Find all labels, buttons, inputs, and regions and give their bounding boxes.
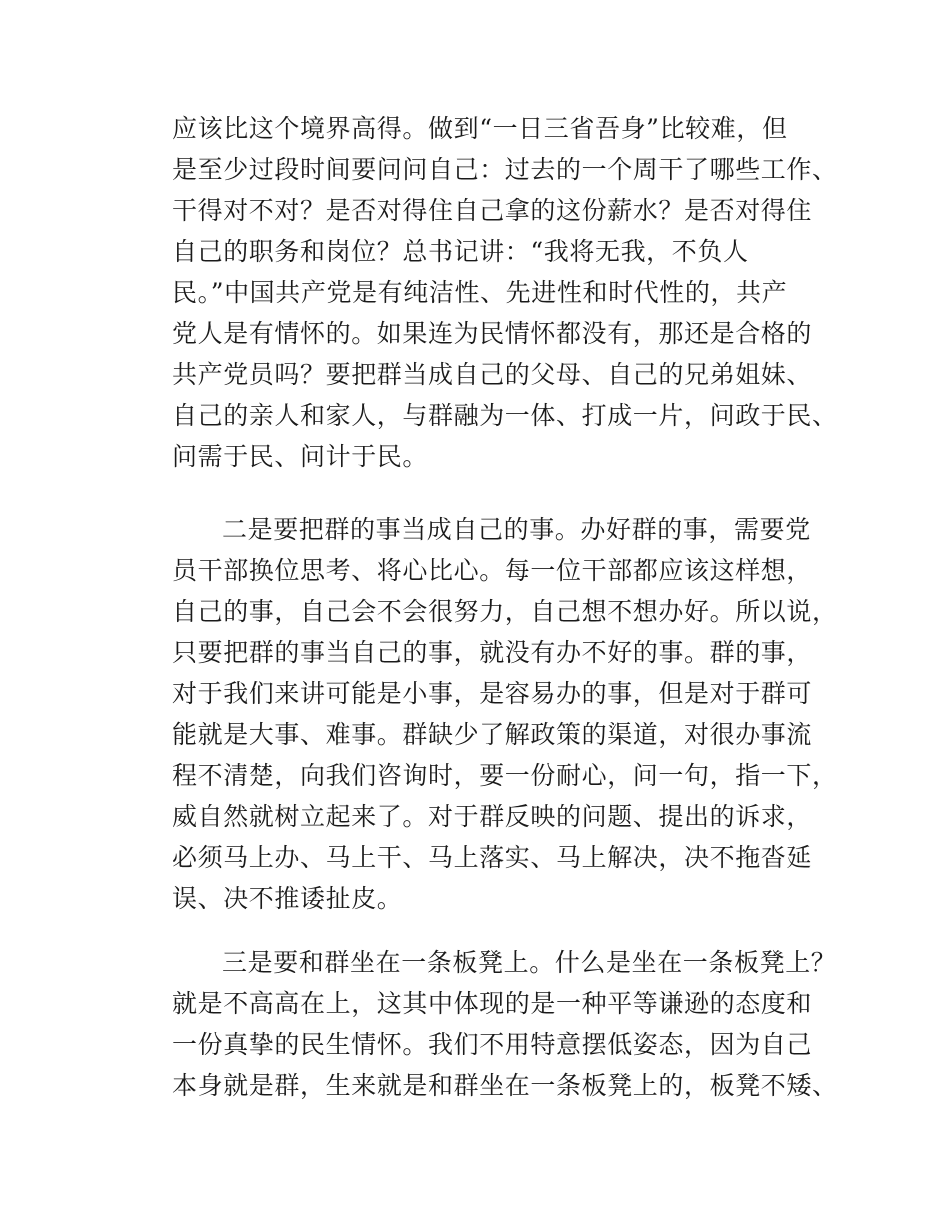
paragraph-3 (172, 942, 838, 1106)
text-line: 二是要把群的事当成自己的事。办好群的事，需要党 (222, 515, 811, 544)
text-line: 一份真挚的民生情怀。我们不用特意摆低姿态，因为自己 (172, 1030, 813, 1059)
text-line: 自己的职务和岗位？总书记讲：“我将无我，不负人 (172, 237, 749, 266)
text-line: 干得对不对？是否对得住自己拿的这份薪水？是否对得住 (172, 196, 813, 225)
text-line: 只要把群的事当自己的事，就没有办不好的事。群的事， (172, 638, 813, 667)
text-line: 能就是大事、难事。群缺少了解政策的渠道，对很办事流 (172, 720, 813, 749)
text-line: 就是不高高在上，这其中体现的是一种平等谦逊的态度和 (172, 989, 813, 1018)
text-line: 民。”中国共产党是有纯洁性、先进性和时代性的，共产 (172, 278, 788, 307)
text-line: 误、决不推诿扯皮。 (172, 884, 403, 913)
text-line: 员干部换位思考、将心比心。每一位干部都应该这样想， (172, 556, 813, 585)
text-line: 本身就是群，生来就是和群坐在一条板凳上的，板凳不矮、 (172, 1071, 838, 1100)
text-line: 自己的亲人和家人，与群融为一体、打成一片，问政于民、 (172, 401, 838, 430)
paragraph-1 (172, 108, 838, 477)
text-line: 自己的事，自己会不会很努力，自己想不想办好。所以说， (172, 597, 838, 626)
paragraph-2 (172, 509, 838, 919)
text-line: 是至少过段时间要问问自己：过去的一个周干了哪些工作、 (172, 155, 838, 184)
text-line: 应该比这个境界高得。做到“一日三省吾身”比较难，但 (172, 114, 788, 143)
text-line: 必须马上办、马上干、马上落实、马上解决，决不拖沓延 (172, 843, 813, 872)
text-line: 程不清楚，向我们咨询时，要一份耐心，问一句，指一下， (172, 761, 838, 790)
text-line: 党人是有情怀的。如果连为民情怀都没有，那还是合格的 (172, 319, 813, 348)
text-line: 问需于民、问计于民。 (172, 442, 429, 471)
text-line: 三是要和群坐在一条板凳上。什么是坐在一条板凳上？ (222, 948, 837, 977)
text-line: 对于我们来讲可能是小事，是容易办的事，但是对于群可 (172, 679, 813, 708)
text-line: 共产党员吗？要把群当成自己的父母、自己的兄弟姐妹、 (172, 360, 813, 389)
text-line: 威自然就树立起来了。对于群反映的问题、提出的诉求， (172, 802, 813, 831)
